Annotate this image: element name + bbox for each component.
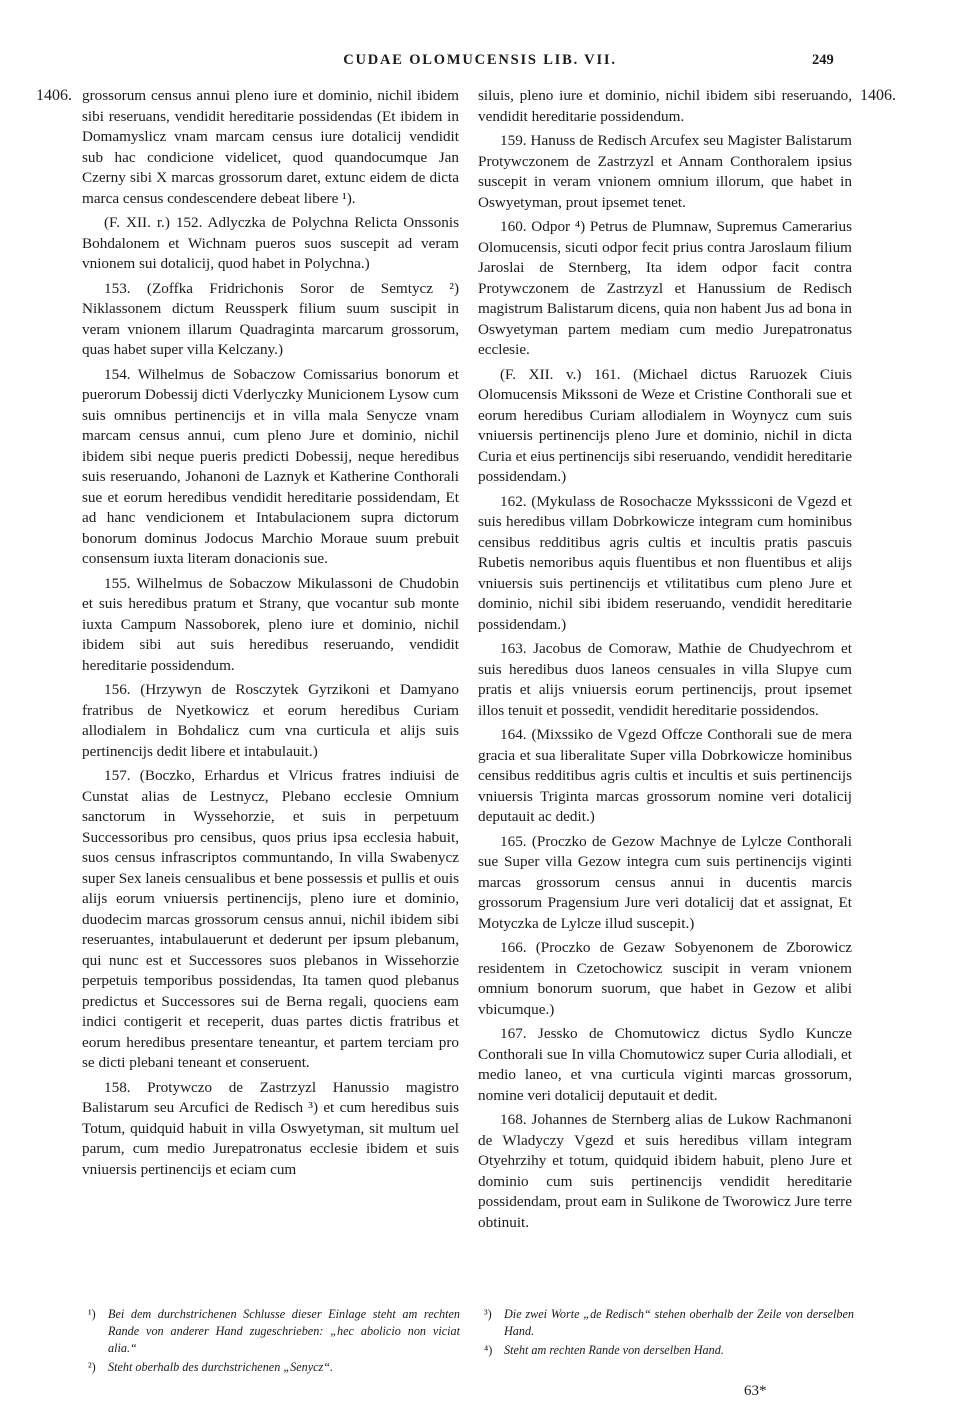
footnote [484,1306,854,1340]
paragraph: 166. (Proczko de Gezaw Sobyenonem de Zborowicz residentem in Czetochowicz suscipit in veram vnionem omnium bonorum suorum, que habet in Gezow et alibi vbicumque.) [478,939,852,1018]
footnotes-right [484,1306,854,1361]
page-number: 249 [812,52,834,68]
right-text-column [478,86,852,1237]
paragraph: 158. Protywczo de Zastrzyzl Hanussio magistro Balistarum seu Arcufici de Redisch ³) et cum heredibus suis Totum, quidquid habuit in villa Oswyetyman, sit multum uel parum, cum medio Jurepatronatus ecclesie ibidem et suis vniuersis pertinencijs et eciam cum [82,1078,459,1178]
paragraph: 163. Jacobus de Comoraw, Mathie de Chudyechrom et suis heredibus duos laneos censuales in villa Slupye cum pratis et alijs vniuersis eorum pertinencijs, prout ipsemet illos tenuit et possedit, vendidit hereditarie possidendos. [478,640,852,719]
margin-year-right: 1406. [860,87,896,104]
footnotes-left [88,1306,460,1378]
paragraph: 164. (Mixssiko de Vgezd Offcze Conthorali sue de mera gracia et sua liberalitate Super villa Dobrkowicze hominibus censibus redditibus agris cultis et incultis et suis pertinencijs vniuersis Triginta marcas grossorum nomine veri dotalicij deputauit ac dedit.) [478,726,852,825]
paragraph: 160. Odpor ⁴) Petrus de Plumnaw, Supremus Camerarius Olomucensis, sicuti odpor fecit prius contra Jaroslaum filium Jaroslai de Sternberg, Ita idem odpor facit contra Protywczonem de Zastrzyzl et Hanussium de Redisch magistrum Balistarum dicens, quia non habent Jus ad bona in Oswyetyman partem mediam cum medio Jurepatronatus ecclesie. [478,218,852,358]
footnote [88,1359,460,1376]
paragraph: 153. (Zoffka Fridrichonis Soror de Semtycz ²) Niklassonem dictum Reussperk filium suum suscipit in veram vnionem illarum Quadraginta marcarum grossorum, quas habet super villa Kelczany.) [82,279,459,358]
paragraph: siluis, pleno iure et dominio, nichil ibidem sibi reseruando, vendidit hereditarie possidendum. [478,87,852,125]
footnote-text: Steht am rechten Rande von derselben Hand. [504,1343,724,1357]
paragraph: 168. Johannes de Sternberg alias de Lukow Rachmanoni de Wladyczy Vgezd et suis heredibus villam integram Otyehrzihy et totum, quidquid ibidem habuit, pleno Jure et dominio cum suis pertinencijs vendidit hereditarie possidendam, prout eam in Sulikone de Tworowicz Jure terre obtinuit. [478,1111,852,1231]
paragraph: 162. (Mykulass de Rosochacze Myksssiconi de Vgezd et suis heredibus villam Dobrkowicze integram cum hominibus censibus redditibus agris cultis et incultis pratis pascuis Rubetis nemoribus aquis fluentibus et non fluentibus et alijs vniuersis suis pertinencijs et vtilitatibus cum pleno Jure et dominio, nichil sibi ibidem reseruando, vendidit hereditarie possidendam.) [478,492,852,633]
footnote-mark: ¹) [88,1307,96,1321]
footnote-mark: ²) [88,1360,96,1374]
footnote-text: Steht oberhalb des durchstrichenen „Senycz“. [108,1360,334,1374]
paragraph: 165. (Proczko de Gezow Machnye de Lylcze Conthorali sue Super villa Gezow integra cum suis pertinencijs viginti marcas grossorum census annui in ducentis marcis grossorum Pragensium Jure veri dotalicij dat et assignat, Et Motyczka de Lylcze illud suscepit.) [478,832,852,932]
footnote [484,1342,854,1359]
footnote-mark: ³) [484,1307,492,1321]
paragraph: grossorum census annui pleno iure et dominio, nichil ibidem sibi reseruans, vendidit hereditarie possidendas (Et ibidem in Domamyslicz vnam marcam census iure dotalicij vendidit sub hac condicione videlicet, quod quandocumque Jan Czerny sibi X marcas grossorum daret, extunc eidem de dicta marca census condescendere debeat libere ¹). [82,87,459,207]
paragraph: 155. Wilhelmus de Sobaczow Mikulassoni de Chudobin et suis heredibus pratum et Strany, que vocantur sub monte iuxta Campum Nassoborek, pleno iure et dominio, nichil ibidem sibi aut suis heredibus reseruando, vendidit hereditarie possidendum. [82,574,459,674]
paragraph: 159. Hanuss de Redisch Arcufex seu Magister Balistarum Protywczonem de Zastrzyzl et Annam Conthoralem ipsius suscepit in veram vnionem omnium illorum, que habet in Oswyetyman, prout ipsemet tenet. [478,132,852,211]
footnote-text: Die zwei Worte „de Redisch“ stehen oberhalb der Zeile von derselben Hand. [504,1307,854,1338]
footnote [88,1306,460,1357]
footnote-mark: ⁴) [484,1343,493,1357]
left-text-column [82,86,459,1184]
margin-year-left: 1406. [36,87,72,104]
paragraph: (F. XII. r.) 152. Adlyczka de Polychna Relicta Onssonis Bohdalonem et Wichnam pueros suos suscepit ad veram vnionem sui dotalicij, quod habet in Polychna.) [82,214,459,272]
paragraph: 154. Wilhelmus de Sobaczow Comissarius bonorum et puerorum Dobessij dicti Vderlyczky Municionem Lysow cum suis omnibus pertinencijs et in villa mala Senycze vnam marcam census annui, cum pleno Jure et dominio, nichil ibidem sibi neque pueris predicti Dobessij, neque heredibus suis reseruando, Johanoni de Laznyk et Katherine Conthorali sue et eorum heredibus vendidit hereditarie possidendam, Et ad hanc vendicionem et Intabulacionem supra dictorum bonorum dominus Jodocus Marchio Moraue suum prebuit consensum iuxta literam donacionis sue. [82,365,459,567]
paragraph: 167. Jessko de Chomutowicz dictus Sydlo Kuncze Conthorali sue In villa Chomutowicz super Curia allodiali, et medio laneo, et vna curticula viginti marcas grossorum, nomine veri dotalicij deputauit et dedit. [478,1025,852,1104]
footnote-text: Bei dem durchstrichenen Schlusse dieser Einlage steht am rechten Rande von anderer Hand zugeschrieben: „hec abolicio non viciat alia.“ [108,1307,460,1355]
paragraph: 156. (Hrzywyn de Rosczytek Gyrzikoni et Damyano fratribus de Nyetkowicz et eorum heredibus Curiam allodialem in Bohdalicz cum vna curticula et alijs suis pertinencijs dedit libere et intabulauit.) [82,681,459,760]
paragraph: (F. XII. v.) 161. (Michael dictus Raruozek Ciuis Olomucensis Mikssoni de Weze et Cristine Conthorali sue et eorum heredibus Curiam allodialem in Woynycz cum suis vniuersis pertinencijs pleno Jure et dominio, nichil in dicta Curia et eius pertinencijs sibi reseruando, vendidit hereditarie possidendam.) [478,365,852,485]
running-title: CUDAE OLOMUCENSIS LIB. VII. [343,52,617,68]
paragraph: 157. (Boczko, Erhardus et Vlricus fratres indiuisi de Cunstat alias de Lestnycz, Plebano ecclesie Omnium sanctorum in Wyssehorzie, et suis in perpetuum Successoribus pro censibus, quos prius ipsa ecclesia habuit, suos census infrascriptos communtando, In villa Swabenycz super Sex laneis censualibus et bene possessis et pullis et ouis alijs eorum vniuersis pertinencijs, pleno iure et dominio, duodecim marcas grossorum census annui, nichil ibidem sibi reseruantes, intabulauerunt et dederunt per ipsum plebanum, qui nunc est et Successores suos plebanos in Wissehorzie perpetuis temporibus possidendas, Ita tamen quod plebanus predictus et Successores sui de Berna regali, quociens eam indici contigerit et receperit, duas partes dictis fratribus et eorum heredibus presentare teneantur, et partem terciam pro se dicti plebani teneant et conseruent. [82,767,459,1071]
signature-mark: 63* [744,1383,767,1399]
